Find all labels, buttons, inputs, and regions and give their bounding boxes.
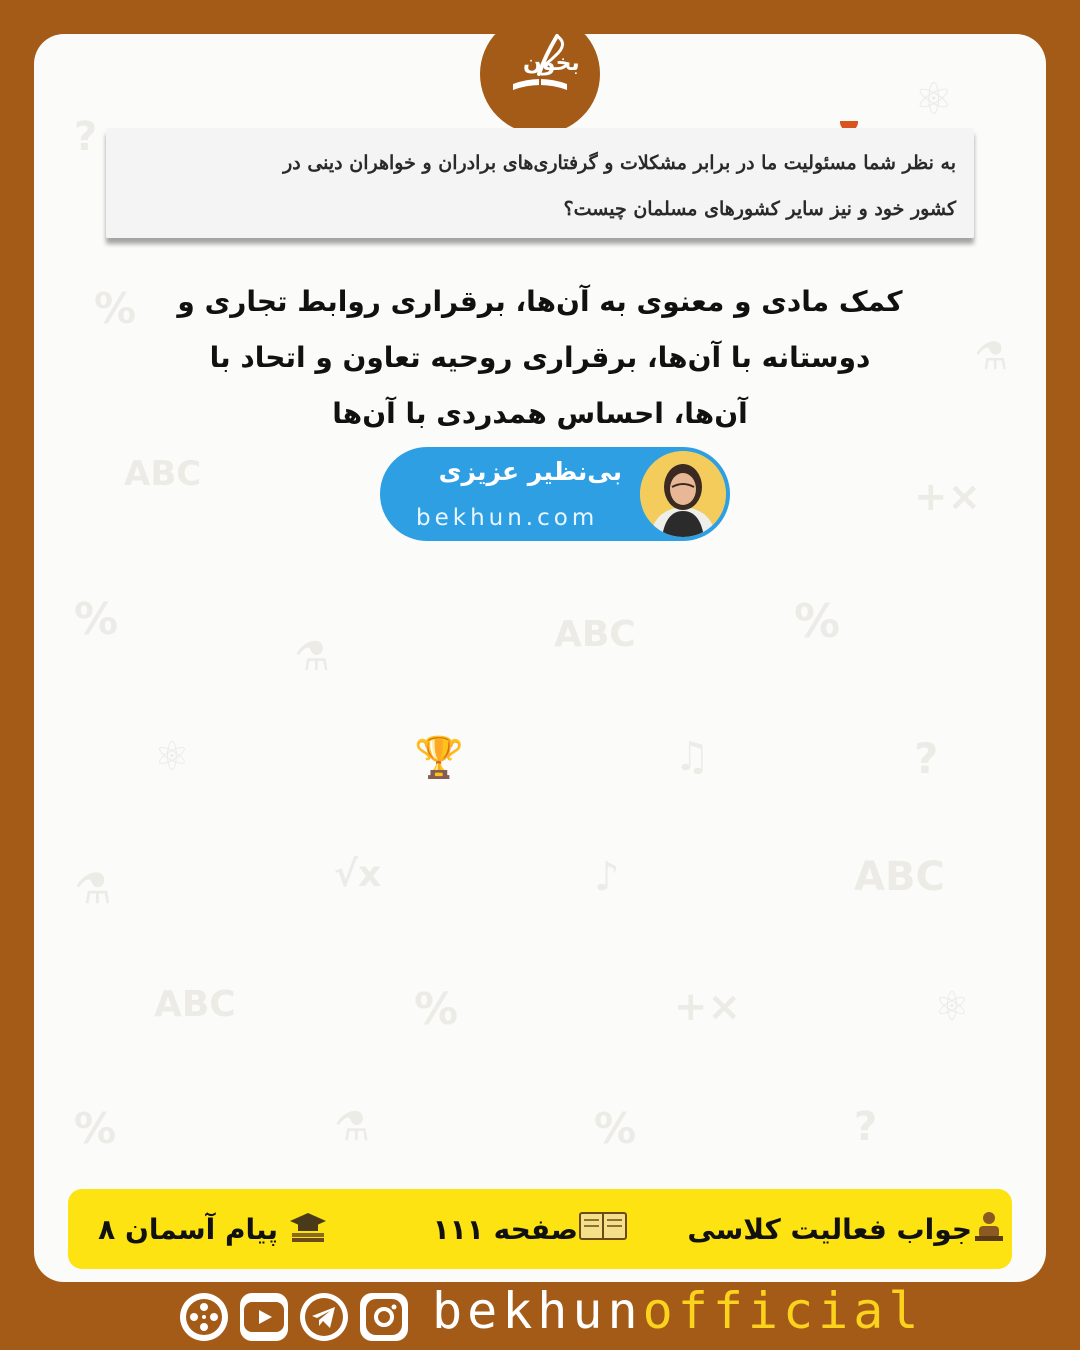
youtube-icon[interactable] xyxy=(240,1293,288,1341)
telegram-icon[interactable] xyxy=(300,1293,348,1341)
graduation-cap-icon xyxy=(288,1209,328,1250)
doodle-sqrt-icon: √x xyxy=(334,854,382,895)
footer-page-label: صفحه ۱۱۱ xyxy=(432,1212,578,1246)
answer-line-1: کمک مادی و معنوی به آن‌ها، برقراری روابط تجاری و xyxy=(177,285,903,318)
footer-activity xyxy=(687,1189,1006,1269)
avatar-portrait-icon xyxy=(640,451,726,537)
svg-text:بخون: بخون xyxy=(523,51,580,76)
doodle-percent-icon: % xyxy=(414,984,459,1035)
doodle-abc-icon: ABC xyxy=(554,614,636,655)
instagram-icon[interactable] xyxy=(360,1293,408,1341)
doodle-abc-icon: ABC xyxy=(854,854,945,900)
doodle-question-icon: ? xyxy=(74,114,98,160)
footer-activity-label: جواب فعالیت کلاسی xyxy=(687,1212,972,1246)
question-line-1: به نظر شما مسئولیت ما در برابر مشکلات و گرفتاری‌های برادران و خواهران دینی در xyxy=(283,152,956,174)
footer-page xyxy=(433,1189,628,1269)
doodle-atom-icon: ⚛ xyxy=(914,74,954,125)
doodle-percent-icon: % xyxy=(74,594,119,645)
open-book-icon xyxy=(578,1209,628,1250)
doodle-plus-icon: +× xyxy=(914,474,982,520)
footer-subject-label: پیام آسمان ۸ xyxy=(98,1212,278,1246)
doodle-question-icon: ? xyxy=(854,1104,878,1150)
author-badge xyxy=(380,447,730,541)
answer-text xyxy=(150,274,930,442)
doodle-percent-icon: % xyxy=(94,284,137,333)
author-site: bekhun.com xyxy=(416,505,599,531)
doodle-trophy-icon: 🏆 xyxy=(414,735,464,781)
question-box xyxy=(106,128,974,238)
doodle-flask-icon: ⚗ xyxy=(974,334,1009,378)
doodle-abc-icon: ABC xyxy=(124,454,202,494)
doodle-percent-icon: % xyxy=(74,1104,117,1153)
social-icons xyxy=(180,1290,420,1344)
doodle-flask-icon: ⚗ xyxy=(294,634,330,680)
doodle-atom-icon: ⚛ xyxy=(934,984,970,1030)
brand-handle-part1: bekhun xyxy=(432,1282,643,1340)
doodle-flask-icon: ⚗ xyxy=(74,864,112,913)
doodle-question-icon: ? xyxy=(914,734,939,783)
question-line-2: کشور خود و نیز سایر کشورهای مسلمان چیست؟ xyxy=(563,198,956,220)
doodle-flask-icon: ⚗ xyxy=(334,1104,370,1150)
answer-line-2: دوستانه با آن‌ها، برقراری روحیه تعاون و اتحاد با xyxy=(209,341,871,374)
footer-subject xyxy=(98,1189,328,1269)
doodle-percent-icon: % xyxy=(794,594,841,648)
doodle-music-icon: ♪ xyxy=(594,854,620,900)
film-reel-icon[interactable] xyxy=(180,1293,228,1341)
doodle-atom-icon: ⚛ xyxy=(154,734,190,780)
doodle-music-icon: ♫ xyxy=(674,734,710,780)
avatar xyxy=(640,451,726,537)
doodle-abc-icon: ABC xyxy=(154,984,236,1025)
doodle-plus-icon: +× xyxy=(674,984,742,1030)
answer-line-3: آن‌ها، احساس همدردی با آن‌ها xyxy=(332,397,748,430)
author-name: بی‌نظیر عزیزی xyxy=(438,457,622,486)
doodle-percent-icon: % xyxy=(594,1104,637,1153)
brand-handle-part2: official xyxy=(642,1282,924,1340)
brand-handle[interactable] xyxy=(432,1282,923,1340)
teacher-icon xyxy=(972,1209,1006,1250)
book-feather-icon xyxy=(495,26,585,110)
footer-bar xyxy=(68,1189,1012,1269)
brand-logo xyxy=(492,24,588,112)
